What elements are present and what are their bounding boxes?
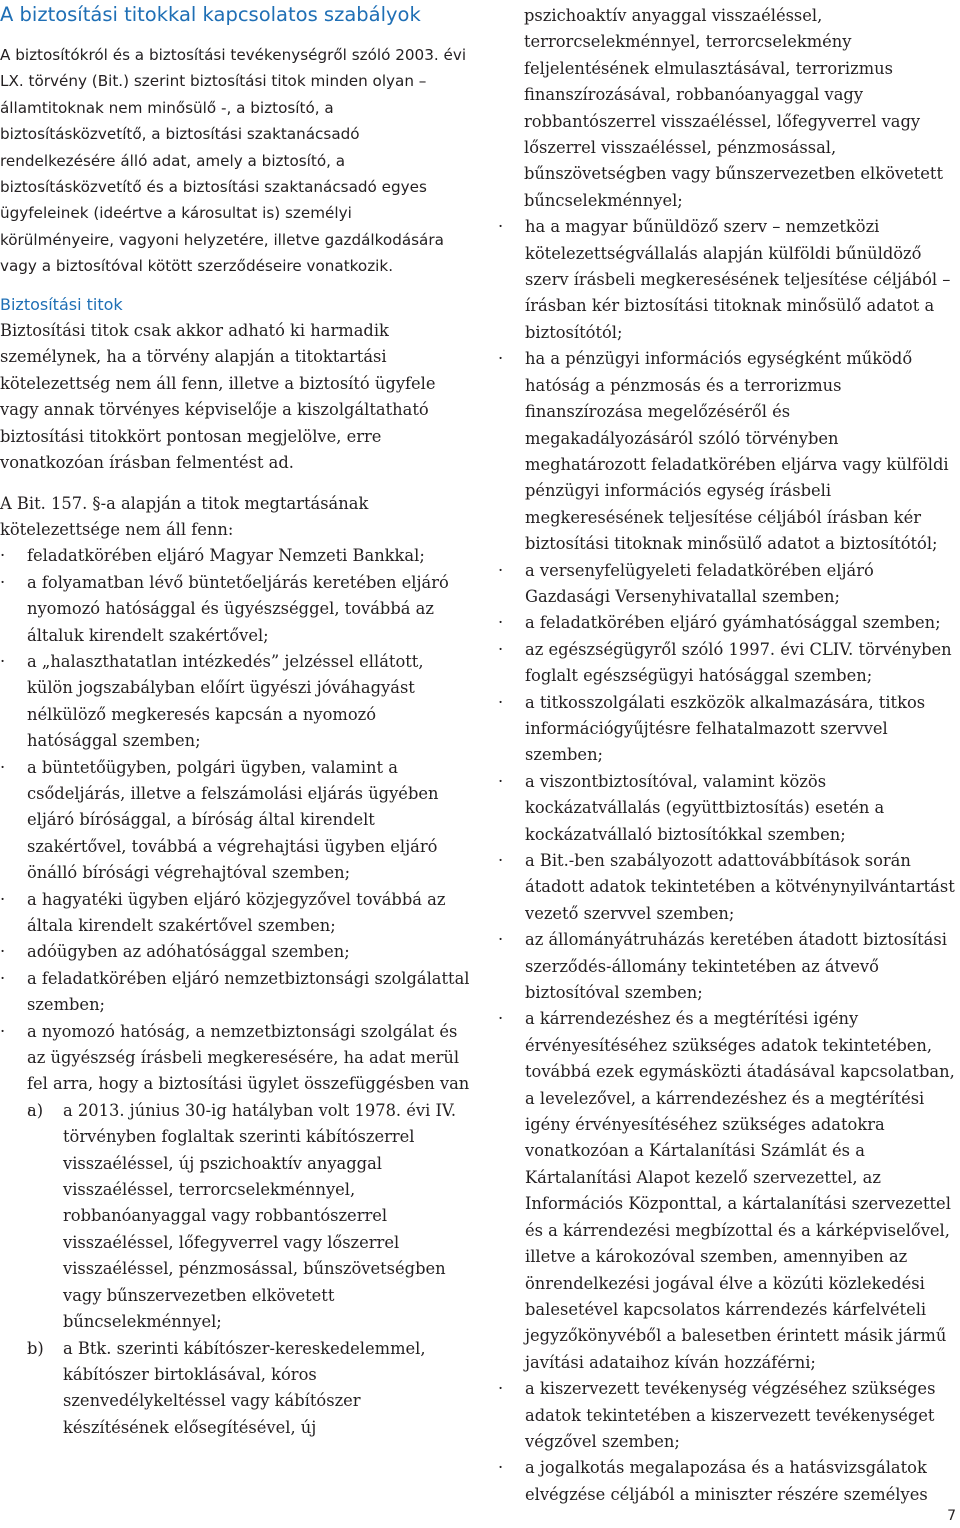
- sub-list-text: a 2013. június 30-ig hatályban volt 1978. évi IV. törvényben foglaltak szerinti kábítószerrel visszaéléssel, új pszichoaktív anyaggal visszaéléssel, terrorcselekménnyel, robbanóanyaggal vagy robbantószerrel visszaéléssel, lőfegyverrel vagy lőszerrel visszaéléssel, pénzmosással, bűnszövetségben vagy bűnszervezetben elkövetett bűncselekménnyel;: [63, 1100, 457, 1332]
- list-item: · a versenyfelügyeleti feladatkörében eljáró Gazdasági Versenyhivatallal szemben;: [498, 558, 960, 611]
- list-item: · adóügyben az adóhatósággal szemben;: [0, 939, 470, 965]
- list-item: · a viszontbiztosítóval, valamint közös kockázatvállalás (együttbiztosítás) esetén a kockázatvállaló biztosítókkal szemben;: [498, 769, 960, 848]
- list-item: · a Bit.-ben szabályozott adattovábbítások során átadott adatok tekintetében a kötvénynyilvántartást vezető szervvel szemben;: [498, 848, 960, 927]
- list-item: · az egészségügyről szóló 1997. évi CLIV. törvényben foglalt egészségügyi hatósággal szemben;: [498, 637, 960, 690]
- page-title: A biztosítási titokkal kapcsolatos szabályok: [0, 3, 421, 26]
- list-item: · a hagyatéki ügyben eljáró közjegyzővel továbbá az általa kirendelt szakértővel szemben;: [0, 887, 470, 940]
- left-bullet-list: [0, 543, 470, 1441]
- list-item: · a feladatkörében eljáró gyámhatósággal szemben;: [498, 610, 960, 636]
- intro-paragraph: A biztosítókról és a biztosítási tevékenységről szóló 2003. évi LX. törvény (Bit.) szerint biztosítási titok minden olyan – államtitoknak nem minősülő -, a biztosító, a biztosításközvetítő, a biztosítási szaktanácsadó rendelkezésére álló adat, amely a biztosító, a biztosításközvetítő és a biztosítási szaktanácsadó egyes ügyfeleinek (ideértve a károsultat is) személyi körülményeire, vagyoni helyzetére, illetve gazdálkodására vagy a biztosítóval kötött szerződéseire vonatkozik.: [0, 46, 467, 276]
- list-item: · a kárrendezéshez és a megtérítési igény érvényesítéséhez szükséges adatok tekintetében, továbbá ezek egymásközti átadásával kapcsolatban, a levelezővel, a kárrendezéshez és a megtérítési igény érvényesítéséhez szükséges adatokra vonatkozóan a Kártalanítási Számlát és a Kártalanítási Alapot kezelő szervezettel, az Információs Központtal, a kártalanítási szervezettel és a kárrendezési megbízottal és a kárképviselővel, illetve a károkozóval szemben, amennyiben az önrendelkezési jogával élve a közúti közlekedési balesetével kapcsolatos kárrendezés kárfelvételi jegyzőkönyvéből a balesetben érintett másik jármű javítási adataihoz kíván hozzáférni;: [498, 1006, 960, 1376]
- list-item: · a jogalkotás megalapozása és a hatásvizsgálatok elvégzése céljából a miniszter részére személyes: [498, 1455, 960, 1508]
- sub-list-item: [27, 1336, 470, 1442]
- sub-list-marker: · a): [27, 1100, 44, 1120]
- list-item: · ha a pénzügyi információs egységként működő hatóság a pénzmosás és a terrorizmus finanszírozása megelőzéséről és megakadályozásáról szóló törvényben meghatározott feladatkörében eljárva vagy külföldi pénzügyi információs egység írásbeli megkeresésének teljesítése céljából írásban kér biztosítási titoknak minősülő adatot a biztosítótól;: [498, 346, 960, 557]
- left-column: [0, 0, 470, 1441]
- section-body: Biztosítási titok csak akkor adható ki harmadik személynek, ha a törvény alapján a titoktartási kötelezettség nem áll fenn, illetve a biztosító ügyfele vagy annak törvényes képviselője a kiszolgáltatható biztosítási titokkört pontosan megjelölve, erre vonatkozóan írásban felmentést ad.: [0, 321, 436, 473]
- sub-list-item: [27, 1098, 470, 1336]
- continued-text: pszichoaktív anyaggal visszaéléssel, terrorcselekménnyel, terrorcselekmény feljelentésének elmulasztásával, terrorizmus finanszírozásával, robbanóanyaggal vagy robbantószerrel visszaéléssel, lőfegyverrel vagy lőszerrel visszaéléssel, pénzmosással, bűnszövetségben vagy bűnszervezetben elkövetett bűncselekménnyel;: [524, 6, 943, 210]
- right-bullet-list: [498, 214, 960, 1508]
- section-title: Biztosítási titok: [0, 294, 123, 314]
- list-item: · a kiszervezett tevékenység végzéséhez szükséges adatok tekintetében a kiszervezett tevékenységet végzővel szemben;: [498, 1376, 960, 1455]
- list-item: · a „halaszthatatlan intézkedés” jelzéssel ellátott, külön jogszabályban előírt ügyészi jóváhagyást nélkülöző megkeresés kapcsán a nyomozó hatósággal szemben;: [0, 649, 470, 755]
- bit-intro: A Bit. 157. §-a alapján a titok megtartásának kötelezettsége nem áll fenn:: [0, 493, 369, 539]
- list-item-text: a nyomozó hatóság, a nemzetbiztonsági szolgálat és az ügyészség írásbeli megkeresésére, ha adat merül fel arra, hogy a biztosítási ügylet összefüggésben van: [27, 1021, 470, 1094]
- list-item: · az állományátruházás keretében átadott biztosítási szerződés-állomány tekintetében az átvevő biztosítóval szemben;: [498, 927, 960, 1006]
- sub-list-text: a Btk. szerinti kábítószer-kereskedelemmel, kábítószer birtoklásával, kóros szenvedélykeltéssel vagy kábítószer készítésének elősegítésével, új: [63, 1338, 426, 1437]
- page-number: 7: [947, 1508, 956, 1524]
- sub-list-marker: · b): [27, 1338, 44, 1358]
- list-item: · ha a magyar bűnüldöző szerv – nemzetközi kötelezettségvállalás alapján külföldi bűnüldöző szerv írásbeli megkeresésének teljesítése céljából – írásban kér biztosítási titoknak minősülő adatot a biztosítótól;: [498, 214, 960, 346]
- sub-list: [27, 1098, 470, 1441]
- list-item: · feladatkörében eljáró Magyar Nemzeti Bankkal;: [0, 543, 470, 569]
- list-item: · a folyamatban lévő büntetőeljárás keretében eljáró nyomozó hatósággal és ügyészséggel, továbbá az általuk kirendelt szakértővel;: [0, 570, 470, 649]
- list-item: · a titkosszolgálati eszközök alkalmazására, titkos információgyűjtésre felhatalmazott szervvel szemben;: [498, 690, 960, 769]
- right-column: [498, 3, 960, 1508]
- list-item: [0, 1019, 470, 1442]
- list-item: · a feladatkörében eljáró nemzetbiztonsági szolgálattal szemben;: [0, 966, 470, 1019]
- list-item: · a büntetőügyben, polgári ügyben, valamint a csődeljárás, illetve a felszámolási eljárás ügyében eljáró bírósággal, a bíróság által kirendelt szakértővel, továbbá a végrehajtási ügyben eljáró önálló bírósági végrehajtóval szemben;: [0, 755, 470, 887]
